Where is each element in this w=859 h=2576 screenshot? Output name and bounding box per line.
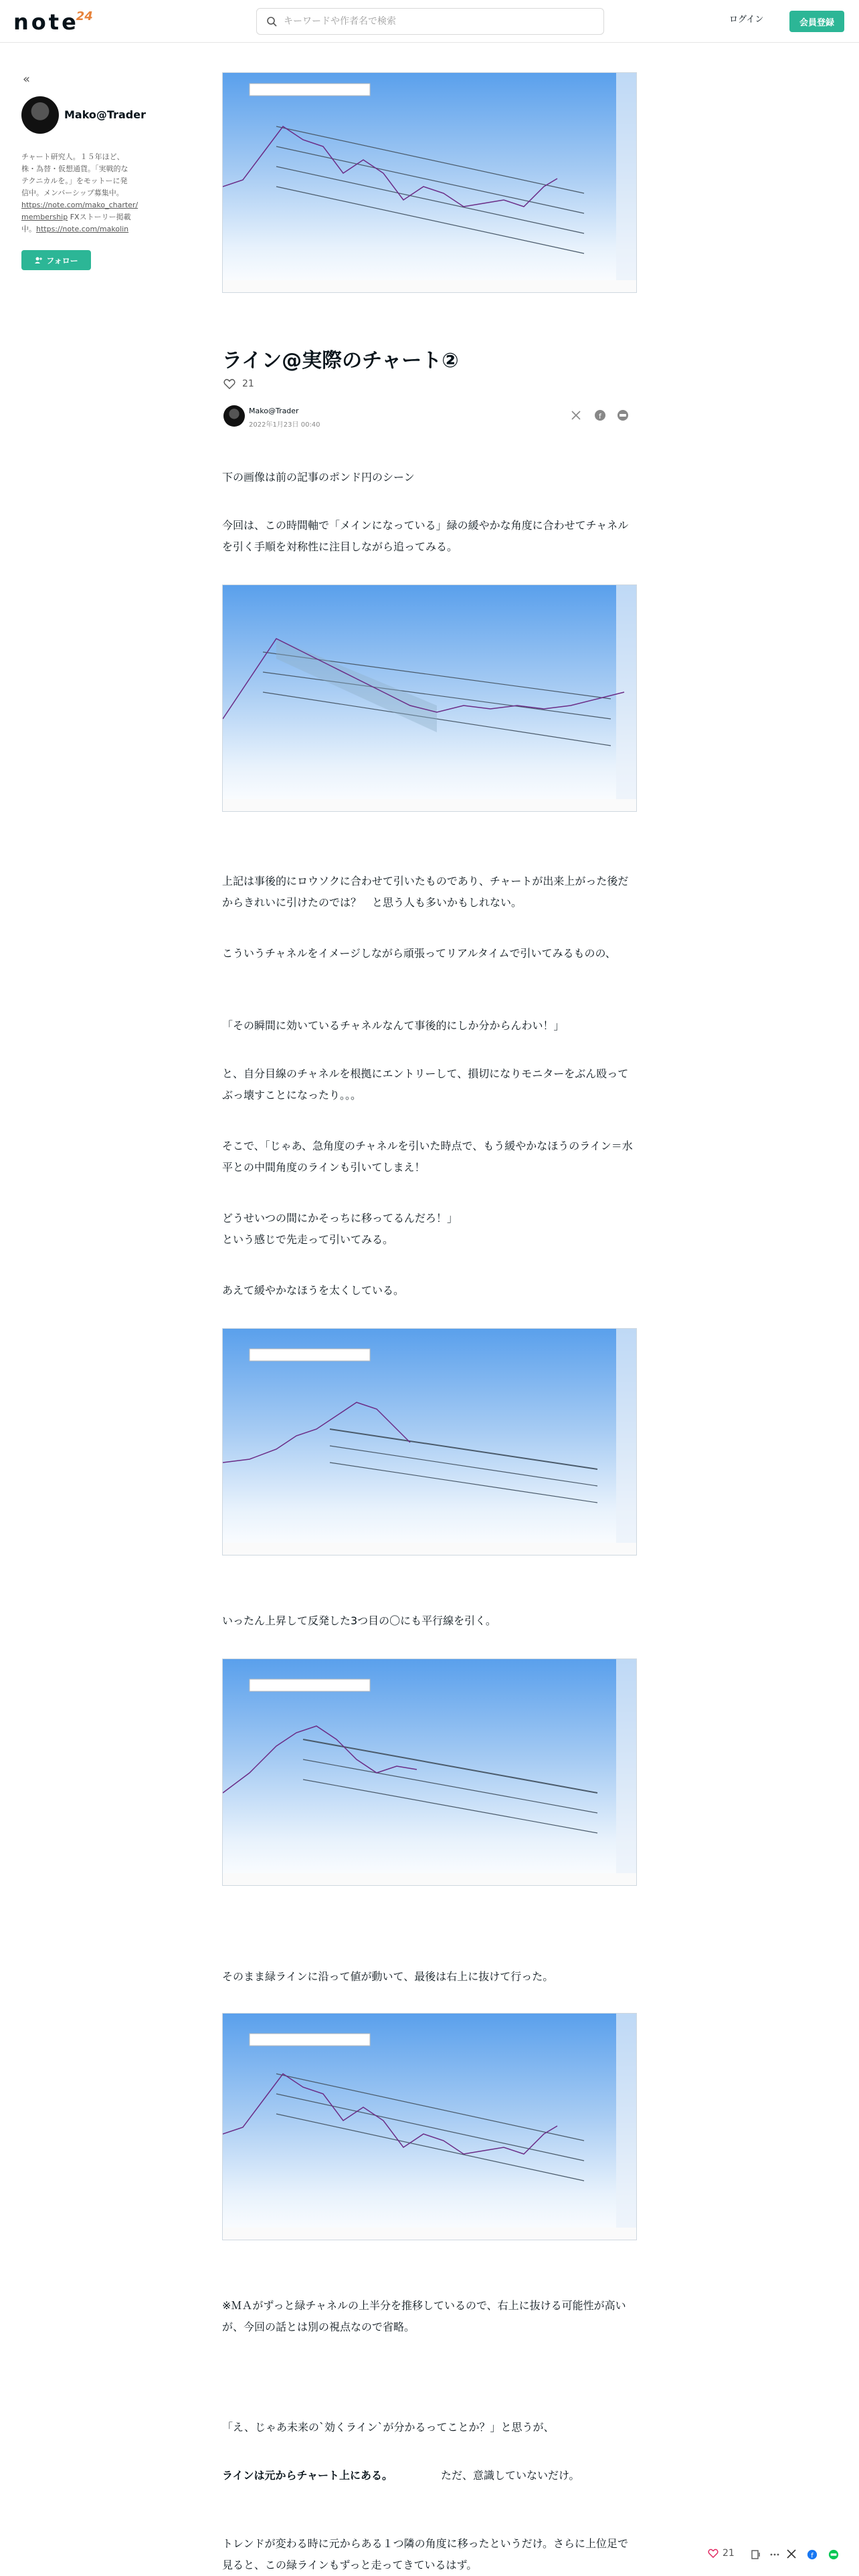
paragraph — [222, 1208, 637, 1251]
paragraph: と、自分目線のチャネルを根拠にエントリーして、損切になりモニターをぶん殴ってぶっ壊すことになったり。。。 — [222, 1067, 629, 1101]
line-share-icon[interactable] — [828, 2549, 839, 2560]
trading-chart-graphic — [223, 1329, 637, 1555]
heart-icon — [708, 2549, 719, 2558]
meta-author-name[interactable]: Mako@Trader — [249, 407, 299, 415]
bio-link-membership[interactable]: https://note.com/mako_charter/ — [21, 201, 138, 209]
paragraph: ※ＭＡがずっと緑チャネルの上半分を推移しているので、右上に抜ける可能性が高いが、今回の話とは別の視点なので省略。 — [222, 2299, 626, 2333]
more-icon[interactable] — [769, 2549, 780, 2560]
paragraph: そこで、「じゃあ、急角度のチャネルを引いた時点で、もう緩やかなほうのライン＝水平との中間角度のラインも引いてしまえ！ — [222, 1140, 633, 1174]
bio-line: テクニカルを。」をモットーに発 — [21, 177, 128, 185]
collapse-sidebar-icon[interactable]: « — [23, 72, 31, 86]
trading-chart-graphic — [223, 73, 637, 293]
bio-line: チャート研究人。１５年ほど、 — [21, 152, 124, 161]
x-share-icon[interactable] — [571, 411, 581, 420]
meta-author-avatar[interactable] — [223, 405, 245, 427]
paragraph: 「え、じゃあ未来の`効くライン`が分かるってことか？」と思うが、 — [222, 2421, 555, 2434]
bio-text: FXストーリー掲載 — [68, 213, 131, 221]
chart-image[interactable] — [222, 584, 637, 812]
paragraph: あえて緩やかなほうを太くしている。 — [222, 1284, 405, 1297]
trading-chart-graphic — [223, 2014, 637, 2240]
login-link[interactable]: ログイン — [729, 15, 764, 25]
search-icon — [266, 16, 277, 27]
paragraph-text: ただ、意識していないだけ。 — [387, 2469, 580, 2482]
paragraph: 今回は、この時間軸で「メインになっている」緑の緩やかな角度に合わせてチャネルを引く手順を対称性に注目しながら追ってみる。 — [222, 519, 629, 553]
chart-image[interactable] — [222, 1658, 637, 1886]
paragraph: トレンドが変わる時に元からある１つ隣の角度に移ったというだけ。さらに上位足で見ると、この緑ラインもずっと走ってきているはず。 — [222, 2537, 628, 2571]
article-title: ライン@実際のチャート② — [222, 349, 459, 372]
author-name[interactable]: Mako@Trader — [64, 108, 146, 121]
author-bio — [21, 151, 149, 235]
line-share-icon[interactable] — [617, 409, 629, 421]
trading-chart-graphic — [223, 1659, 637, 1886]
bottom-like-count: 21 — [723, 2548, 735, 2559]
x-share-icon[interactable] — [787, 2549, 796, 2559]
header — [0, 0, 859, 43]
search-box[interactable] — [256, 8, 604, 35]
paragraph: いったん上昇して反発した3つ目の〇にも平行線を引く。 — [222, 1614, 496, 1627]
bio-line: 株・為替・仮想通貨。「実戦的な — [21, 165, 128, 173]
bottom-like-button[interactable] — [708, 2548, 735, 2559]
magazine-add-icon[interactable] — [751, 2549, 761, 2560]
note-logo[interactable] — [13, 9, 93, 35]
bio-link-profile[interactable]: https://note.com/makolin — [36, 225, 129, 233]
bio-link-membership-b[interactable]: membership — [21, 213, 68, 221]
search-input[interactable] — [284, 16, 591, 27]
facebook-share-icon[interactable] — [594, 409, 606, 421]
trading-chart-graphic — [223, 585, 637, 812]
bio-text: 中。 — [21, 225, 36, 233]
chart-image[interactable] — [222, 1328, 637, 1555]
chart-image[interactable] — [222, 2013, 637, 2240]
heart-icon[interactable] — [223, 379, 235, 389]
bio-line: 信中。メンバーシップ募集中。 — [21, 189, 124, 197]
like-area[interactable] — [223, 379, 254, 389]
emphasis-text: ラインは元からチャート上にある。 — [222, 2469, 388, 2482]
paragraph-line: という感じで先走って引いてみる。 — [222, 1233, 394, 1246]
logo-badge: 24 — [76, 9, 93, 23]
like-count[interactable]: 21 — [242, 379, 254, 389]
paragraph: そのまま緑ラインに沿って値が動いて、最後は右上に抜けて行った。 — [222, 1970, 554, 1983]
publish-date: 2022年1月23日 00:40 — [249, 421, 320, 429]
facebook-share-icon[interactable] — [807, 2549, 818, 2560]
author-avatar[interactable] — [21, 96, 59, 134]
paragraph: 「その瞬間に効いているチャネルなんて事後的にしか分からんわい！」 — [222, 1019, 565, 1032]
paragraph: 下の画像は前の記事のポンド円のシーン — [222, 471, 415, 484]
signup-button[interactable]: 会員登録 — [789, 11, 844, 32]
paragraph — [222, 2465, 637, 2486]
logo-text: note — [13, 9, 79, 35]
paragraph: こういうチャネルをイメージしながら頑張ってリアルタイムで引いてみるものの、 — [222, 947, 616, 960]
svg-text:f: f — [599, 412, 601, 421]
paragraph-line: どうせいつの間にかそっちに移ってるんだろ！」 — [222, 1212, 458, 1224]
add-user-icon — [34, 256, 42, 264]
paragraph: 上記は事後的にロウソクに合わせて引いたものであり、チャートが出来上がった後だからきれいに引けたのでは？ と思う人も多いかもしれない。 — [222, 875, 629, 909]
svg-text:f: f — [811, 2552, 814, 2560]
follow-label: フォロー — [46, 255, 78, 265]
chart-image-hero[interactable] — [222, 72, 637, 293]
follow-button[interactable] — [21, 250, 91, 270]
